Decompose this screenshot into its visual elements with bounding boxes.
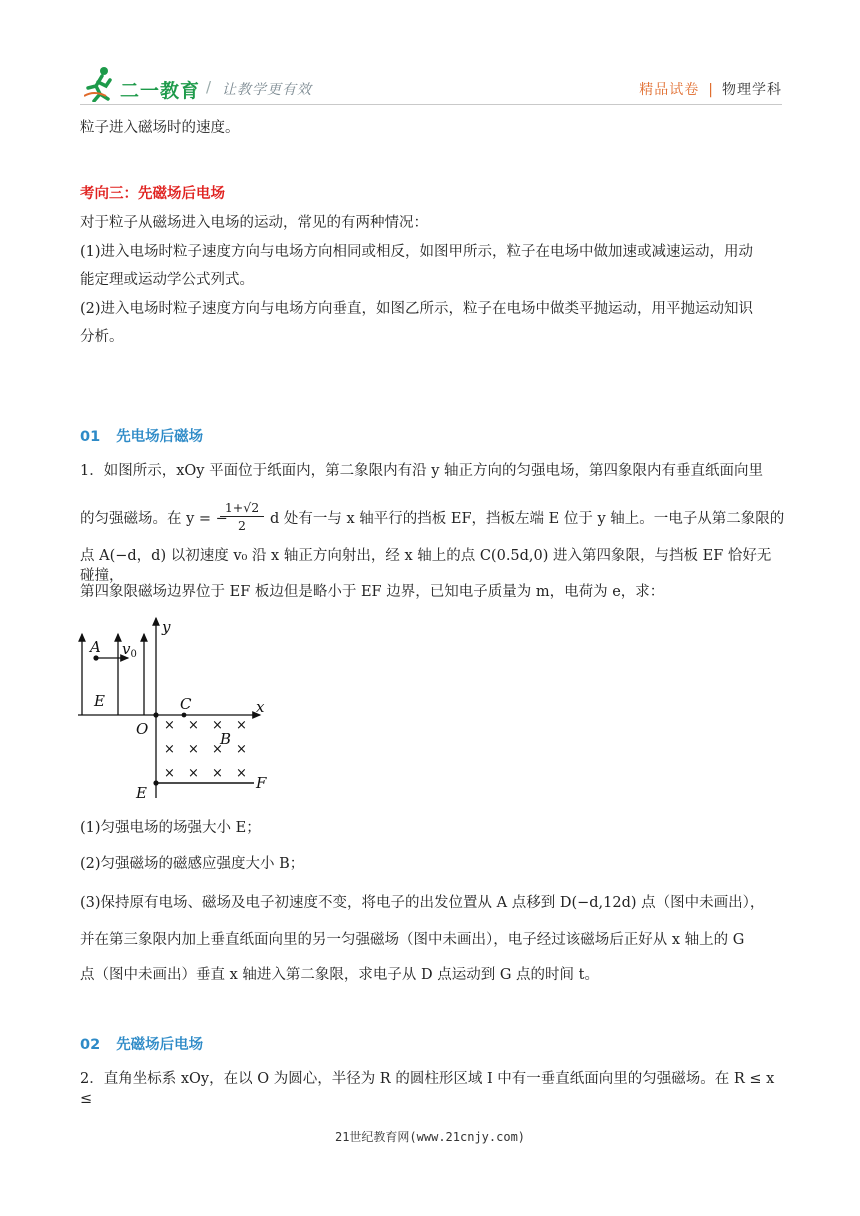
label-F: F xyxy=(256,774,267,792)
heading-title: 先磁场后电场 xyxy=(116,1037,204,1053)
subsection-heading-02 xyxy=(80,1035,782,1055)
logo-text: 二一教育 xyxy=(120,80,201,102)
header-right xyxy=(639,79,782,99)
text-line: 粒子进入磁场时的速度。 xyxy=(80,120,240,136)
label-v0-sub: 0 xyxy=(130,649,137,660)
label-B: B xyxy=(220,730,232,748)
text-line: 对于粒子从磁场进入电场的运动，常见的有两种情况： xyxy=(80,215,428,231)
point-O xyxy=(153,712,158,717)
label-C: C xyxy=(180,695,192,713)
point-C xyxy=(182,713,187,718)
field-cross: × xyxy=(164,742,175,757)
field-cross: × xyxy=(236,718,247,733)
section-title: 考向三：先磁场后电场 xyxy=(80,186,225,202)
label-v0 xyxy=(122,640,137,660)
field-cross: × xyxy=(236,766,247,781)
sub-question: 并在第三象限内加上垂直纸面向里的另一匀强磁场（图中未画出），电子经过该磁场后正好从 x 轴上的 G xyxy=(80,932,745,948)
slogan: 让教学更有效 xyxy=(222,82,312,98)
header-rule xyxy=(80,104,782,105)
question-line: 点 A(−d，d) 以初速度 v₀ 沿 x 轴正方向射出，经 x 轴上的点 C(0.5d,0) 进入第四象限，与挡板 EF 恰好无碰撞， xyxy=(80,548,772,584)
label-x: x xyxy=(256,698,265,716)
label-field-E: E xyxy=(94,692,105,710)
magnetic-field-crosses xyxy=(164,718,247,781)
question-line: 2．直角坐标系 xOy，在以 O 为圆心，半径为 R 的圆柱形区域 I 中有一垂直纸面向里的匀强磁场。在 R ≤ x ≤ xyxy=(80,1071,775,1107)
field-cross: × xyxy=(212,742,223,757)
field-cross: × xyxy=(188,742,199,757)
point-E xyxy=(153,780,158,785)
text-line: (2)进入电场时粒子速度方向与电场方向垂直，如图乙所示，粒子在电场中做类平抛运动，用平抛运动知识 xyxy=(80,301,754,317)
field-cross: × xyxy=(212,718,223,733)
field-cross: × xyxy=(188,718,199,733)
header-divider: | xyxy=(708,82,713,98)
heading-number: 01 xyxy=(80,429,101,445)
heading-number: 02 xyxy=(80,1037,101,1053)
text-line: 能定理或运动学公式列式。 xyxy=(80,272,254,288)
label-A: A xyxy=(90,638,101,656)
question-line-with-fraction xyxy=(80,500,785,540)
field-cross: × xyxy=(212,766,223,781)
field-cross: × xyxy=(164,718,175,733)
text-line: 分析。 xyxy=(80,329,124,345)
fraction-numerator: 1+√2 xyxy=(220,500,264,517)
text-segment: 的匀强磁场。在 y = − xyxy=(80,511,228,527)
slogan-divider: / xyxy=(206,78,212,96)
field-cross: × xyxy=(236,742,247,757)
sub-question: (3)保持原有电场、磁场及电子初速度不变，将电子的出发位置从 A 点移到 D(−d,12d) 点（图中未画出）， xyxy=(80,895,765,911)
badge-label: 精品试卷 xyxy=(639,82,700,98)
question-line: 第四象限磁场边界位于 EF 板边但是略小于 EF 边界，已知电子质量为 m，电荷为 e，求： xyxy=(80,584,665,600)
subsection-heading-01 xyxy=(80,427,782,447)
text-segment: d 处有一与 x 轴平行的挡板 EF，挡板左端 E 位于 y 轴上。一电子从第二象限的 xyxy=(270,511,785,527)
label-O: O xyxy=(136,720,149,738)
text-line: (1)进入电场时粒子速度方向与电场方向相同或相反，如图甲所示，粒子在电场中做加速或减速运动，用动 xyxy=(80,244,754,260)
label-y: y xyxy=(162,618,171,636)
subject-label: 物理学科 xyxy=(722,82,782,98)
logo-runner-icon xyxy=(84,66,114,102)
footer: 21世纪教育网(www.21cnjy.com) xyxy=(334,1130,526,1144)
point-A xyxy=(93,655,98,660)
figure-diagram xyxy=(74,612,274,804)
sub-question: 点（图中未画出）垂直 x 轴进入第二象限，求电子从 D 点运动到 G 点的时间 t。 xyxy=(80,967,599,983)
label-v0-main: v xyxy=(122,640,131,658)
field-cross: × xyxy=(164,766,175,781)
field-cross: × xyxy=(188,766,199,781)
question-line: 1．如图所示，xOy 平面位于纸面内，第二象限内有沿 y 轴正方向的匀强电场，第四象限内有垂直纸面向里 xyxy=(80,463,763,479)
fraction xyxy=(220,500,264,535)
sub-question: (1)匀强电场的场强大小 E； xyxy=(80,820,261,836)
fraction-denominator: 2 xyxy=(238,518,246,533)
label-E: E xyxy=(136,784,147,802)
sub-question: (2)匀强磁场的磁感应强度大小 B； xyxy=(80,856,305,872)
heading-title: 先电场后磁场 xyxy=(116,429,204,445)
